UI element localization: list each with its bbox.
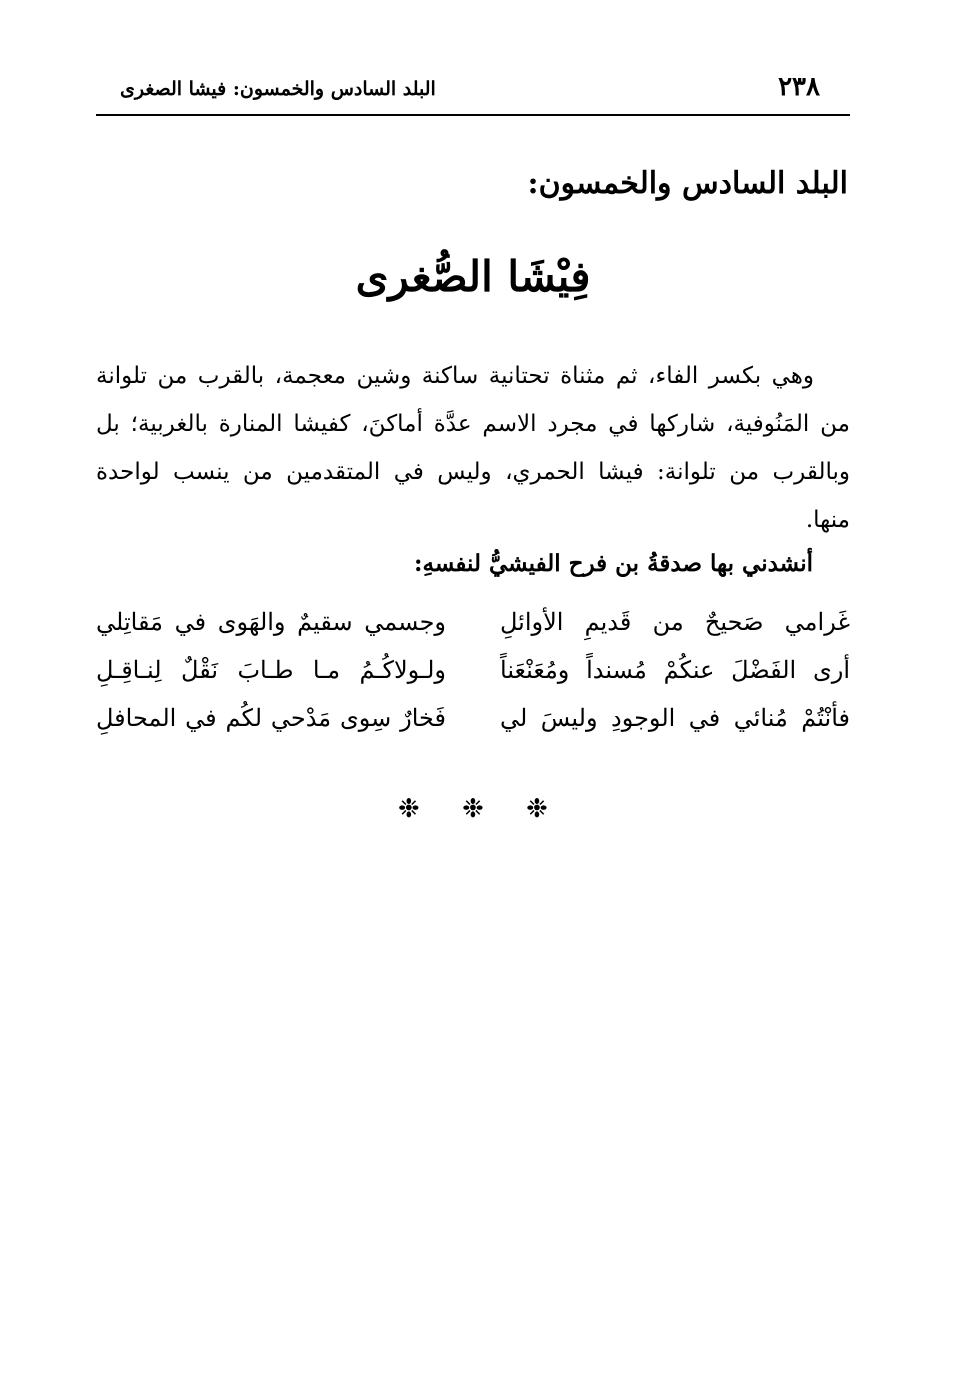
- page-header: [96, 64, 850, 114]
- main-title: فِيْشَا الصُّغرى: [355, 252, 591, 301]
- asterism-icon: ❉: [462, 794, 484, 824]
- paragraph-line: وهي بكسر الفاء، ثم مثناة تحتانية ساكنة وشين معجمة، بالقرب من تلوانة: [96, 363, 814, 389]
- poem-verse: [96, 696, 850, 744]
- verse-first-hemistich: غَرامي صَحيحٌ من قَديمِ الأوائلِ: [500, 608, 850, 636]
- poem-verse: [96, 648, 850, 696]
- section-end-ornament: [96, 794, 850, 824]
- body-paragraph: [96, 352, 850, 544]
- verse-second-hemistich: وجسمي سقيمٌ والهَوى في مَقاتِلي: [96, 608, 446, 636]
- running-title: البلد السادس والخمسون: فيشا الصغرى: [120, 78, 436, 100]
- verse-first-hemistich: فأنْتُمْ مُنائي في الوجودِ وليسَ لي: [500, 704, 850, 732]
- poem-introduction: أنشدني بها صدقةُ بن فرح الفيشيُّ لنفسهِ:: [414, 550, 813, 577]
- asterism-icon: ❉: [398, 794, 420, 824]
- header-rule: [96, 114, 850, 116]
- section-heading: البلد السادس والخمسون:: [527, 166, 848, 201]
- page-number: ٢٣٨: [778, 72, 820, 102]
- poem: [96, 600, 850, 744]
- poem-verse: [96, 600, 850, 648]
- verse-second-hemistich: ولـولاكُـمُ مـا طـابَ نَقْلٌ لِنـاقِـلِ: [96, 656, 446, 684]
- asterism-icon: ❉: [526, 794, 548, 824]
- paragraph-line: وبالقرب من تلوانة: فيشا الحمري، وليس في المتقدمين من ينسب لواحدة: [96, 459, 850, 485]
- verse-second-hemistich: فَخارٌ سِوى مَدْحي لكُم في المحافلِ: [96, 704, 446, 732]
- verse-first-hemistich: أرى الفَضْلَ عنكُمْ مُسنداً ومُعَنْعَناً: [500, 656, 850, 684]
- paragraph-line: منها.: [805, 507, 850, 533]
- paragraph-line: من المَنُوفية، شاركها في مجرد الاسم عدَّة أماكنَ، كفيشا المنارة بالغربية؛ بل: [96, 411, 850, 437]
